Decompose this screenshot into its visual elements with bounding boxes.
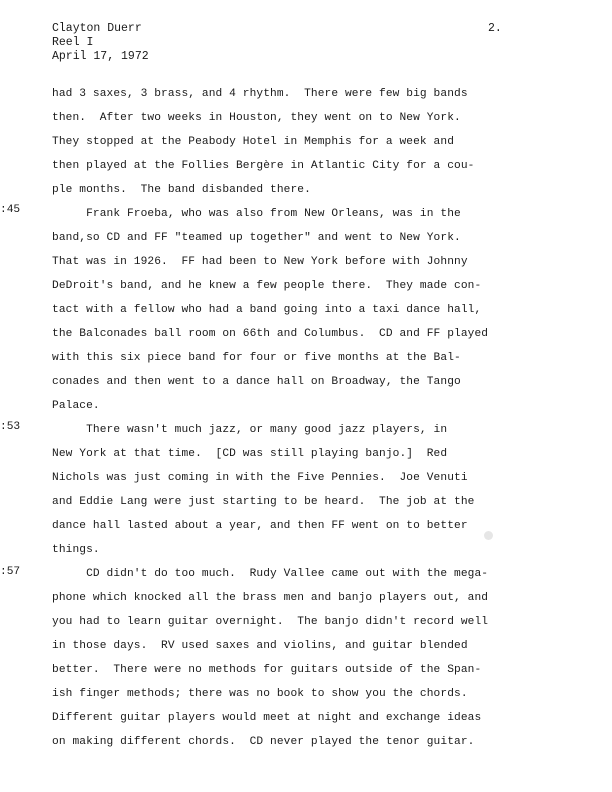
text-line: Frank Froeba, who was also from New Orleans, was in the xyxy=(52,208,461,220)
text-line: had 3 saxes, 3 brass, and 4 rhythm. There were few big bands xyxy=(52,88,468,100)
time-marker: :45 xyxy=(0,204,21,216)
text-line: Nichols was just coming in with the Five Pennies. Joe Venuti xyxy=(52,472,468,484)
text-line: conades and then went to a dance hall on Broadway, the Tango xyxy=(52,376,461,388)
reel-label: Reel I xyxy=(52,36,94,49)
text-line: then. After two weeks in Houston, they went on to New York. xyxy=(52,112,461,124)
text-line: band,so CD and FF "teamed up together" and went to New York. xyxy=(52,232,461,244)
text-line: in those days. RV used saxes and violins, and guitar blended xyxy=(52,640,468,652)
transcript-body xyxy=(52,82,512,754)
text-line: ple months. The band disbanded there. xyxy=(52,184,311,196)
text-line: things. xyxy=(52,544,100,556)
text-line: That was in 1926. FF had been to New York before with Johnny xyxy=(52,256,468,268)
text-line: Different guitar players would meet at night and exchange ideas xyxy=(52,712,482,724)
time-marker: :53 xyxy=(0,421,21,433)
text-line: dance hall lasted about a year, and then FF went on to better xyxy=(52,520,468,532)
text-line: with this six piece band for four or five months at the Bal- xyxy=(52,352,461,364)
scan-artifact-dot xyxy=(484,531,493,540)
transcript-header xyxy=(52,22,149,64)
text-line: the Balconades ball room on 66th and Columbus. CD and FF played xyxy=(52,328,489,340)
text-line: and Eddie Lang were just starting to be heard. The job at the xyxy=(52,496,475,508)
page-number: 2. xyxy=(488,22,502,35)
interview-date: April 17, 1972 xyxy=(52,50,149,63)
text-line: then played at the Follies Bergère in Atlantic City for a cou- xyxy=(52,160,475,172)
text-line: tact with a fellow who had a band going into a taxi dance hall, xyxy=(52,304,482,316)
text-line: Palace. xyxy=(52,400,100,412)
text-line: They stopped at the Peabody Hotel in Memphis for a week and xyxy=(52,136,455,148)
text-line: CD didn't do too much. Rudy Vallee came out with the mega- xyxy=(52,568,489,580)
text-line: phone which knocked all the brass men and banjo players out, and xyxy=(52,592,489,604)
interviewee-name: Clayton Duerr xyxy=(52,22,142,35)
text-line: ish finger methods; there was no book to show you the chords. xyxy=(52,688,468,700)
text-line: There wasn't much jazz, or many good jazz players, in xyxy=(52,424,448,436)
time-marker: :57 xyxy=(0,566,21,578)
text-line: better. There were no methods for guitars outside of the Span- xyxy=(52,664,482,676)
text-line: on making different chords. CD never played the tenor guitar. xyxy=(52,736,475,748)
text-line: DeDroit's band, and he knew a few people there. They made con- xyxy=(52,280,482,292)
text-line: New York at that time. [CD was still playing banjo.] Red xyxy=(52,448,448,460)
text-line: you had to learn guitar overnight. The banjo didn't record well xyxy=(52,616,489,628)
